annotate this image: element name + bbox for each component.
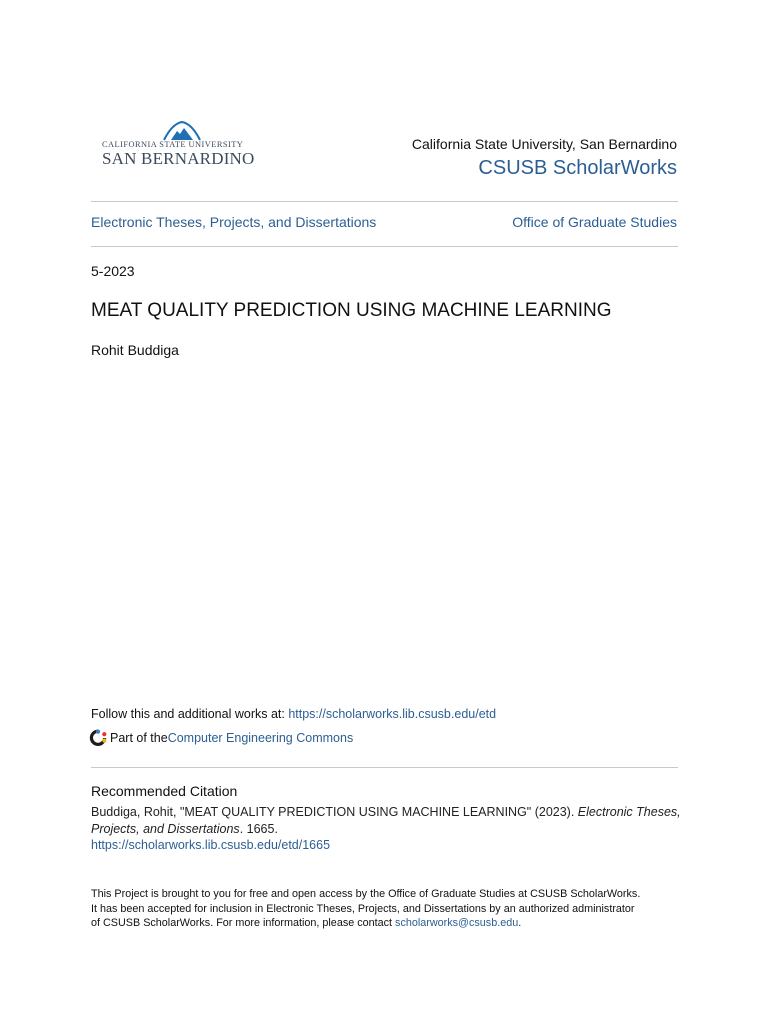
notice-line-1: This Project is brought to you for free and open access by the Office of Graduate Studies at CSUSB ScholarWorks. [91,888,641,900]
mountain-logo-icon [162,120,202,142]
contact-email-link[interactable]: scholarworks@csusb.edu [395,917,519,930]
follow-prefix: Follow this and additional works at: [91,707,289,721]
access-notice [91,887,691,931]
notice-line-2: It has been accepted for inclusion in Electronic Theses, Projects, and Dissertations by an authorized administrator [91,902,635,915]
part-of-prefix: Part of the [110,731,168,745]
notice-line-3 [91,916,691,931]
publication-date: 5-2023 [91,263,135,279]
collection-link[interactable]: Electronic Theses, Projects, and Dissertations [91,214,377,230]
citation-heading: Recommended Citation [91,783,238,799]
commons-link[interactable]: Computer Engineering Commons [167,731,354,745]
citation-text [91,804,681,838]
document-title: MEAT QUALITY PREDICTION USING MACHINE LEARNING [91,300,612,321]
csusb-logo [102,120,256,172]
commons-network-icon [89,729,107,747]
notice-line-3-prefix: of CSUSB ScholarWorks. For more information, please contact [91,917,396,930]
repository-link[interactable]: CSUSB ScholarWorks [478,157,677,179]
follow-url-link[interactable]: https://scholarworks.lib.csusb.edu/etd [288,707,497,721]
logo-text-top: CALIFORNIA STATE UNIVERSITY [102,140,244,149]
citation-url-link[interactable]: https://scholarworks.lib.csusb.edu/etd/1665 [91,838,331,852]
citation-number: . 1665. [239,822,278,836]
document-author: Rohit Buddiga [91,342,179,358]
divider-citation [91,767,678,768]
university-name: California State University, San Bernardino [411,136,677,152]
citation-series: Electronic Theses, Projects, and Dissertations [91,805,681,836]
divider-nav [91,246,678,247]
notice-line-3-suffix: . [518,917,522,930]
part-of-line [89,729,353,747]
divider-top [91,201,678,202]
follow-line [91,707,496,721]
logo-text-bottom: SAN BERNARDINO [102,149,255,168]
citation-text-main: Buddiga, Rohit, "MEAT QUALITY PREDICTION USING MACHINE LEARNING" (2023). [91,805,578,819]
department-link[interactable]: Office of Graduate Studies [512,214,677,230]
